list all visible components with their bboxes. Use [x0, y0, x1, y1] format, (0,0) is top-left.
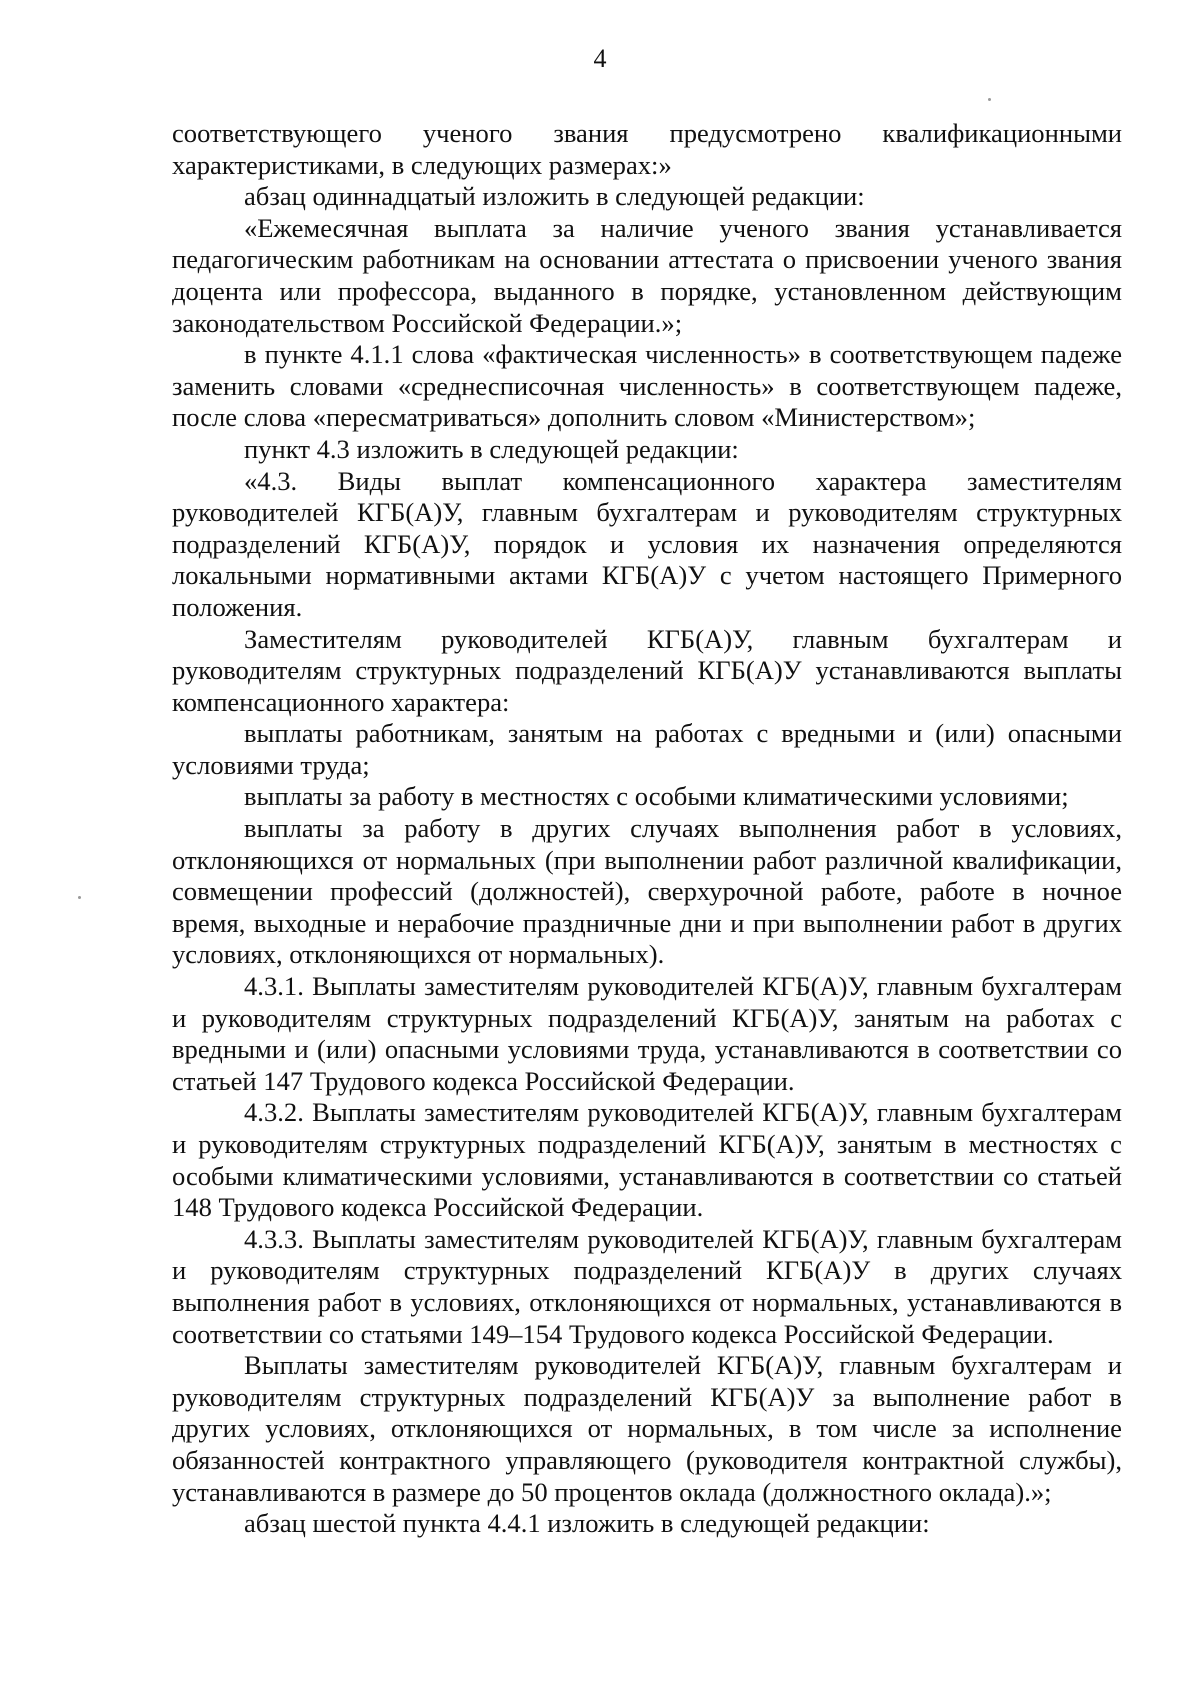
- paragraph: 4.3.3. Выплаты заместителям руководителей КГБ(А)У, главным бухгалтерам и руководителям структурных подразделений КГБ(А)У в других случаях выполнения работ в условиях, отклоняющихся от нормальных, устанавливаются в соответствии со статьями 149–154 Трудового кодекса Российской Федерации.: [172, 1223, 1122, 1349]
- paragraph: выплаты за работу в местностях с особыми климатическими условиями;: [244, 781, 1069, 812]
- scan-speck: [78, 896, 81, 899]
- paragraph: «Ежемесячная выплата за наличие ученого звания устанавливается педагогическим работникам на основании аттестата о присвоении ученого звания доцента или профессора, выданного в порядке, установленном действующим законодательством Российской Федерации.»;: [172, 212, 1122, 338]
- paragraph: 4.3.2. Выплаты заместителям руководителей КГБ(А)У, главным бухгалтерам и руководителям структурных подразделений КГБ(А)У, занятым в местностях с особыми климатическими условиями, устанавливаются в соответствии со статьей 148 Трудового кодекса Российской Федерации.: [172, 1097, 1122, 1223]
- paragraph: пункт 4.3 изложить в следующей редакции:: [244, 433, 739, 464]
- paragraph: абзац шестой пункта 4.4.1 изложить в следующей редакции:: [244, 1508, 930, 1539]
- paragraph: соответствующего ученого звания предусмотрено квалификационными характеристиками, в следующих размерах:»: [172, 118, 1122, 180]
- page-number: 4: [593, 44, 607, 73]
- document-body: [172, 118, 1122, 1540]
- scan-speck: [988, 98, 991, 101]
- paragraph: выплаты за работу в других случаях выполнения работ в условиях, отклоняющихся от нормальных (при выполнении работ различной квалификации, совмещении профессий (должностей), сверхурочной работе, работе в ночное время, выходные и нерабочие праздничные дни и при выполнении работ в других условиях, отклоняющихся от нормальных).: [172, 813, 1122, 970]
- paragraph: в пункте 4.1.1 слова «фактическая численность» в соответствующем падеже заменить словами «среднесписочная численность» в соответствующем падеже, после слова «пересматриваться» дополнить словом «Министерством»;: [172, 339, 1122, 433]
- paragraph: «4.3. Виды выплат компенсационного характера заместителям руководителей КГБ(А)У, главным бухгалтерам и руководителям структурных подразделений КГБ(А)У, порядок и условия их назначения определяются локальными нормативными актами КГБ(А)У с учетом настоящего Примерного положения.: [172, 465, 1122, 622]
- paragraph: абзац одиннадцатый изложить в следующей редакции:: [244, 181, 865, 212]
- paragraph: 4.3.1. Выплаты заместителям руководителей КГБ(А)У, главным бухгалтерам и руководителям структурных подразделений КГБ(А)У, занятым на работах с вредными и (или) опасными условиями труда, устанавливаются в соответствии со статьей 147 Трудового кодекса Российской Федерации.: [172, 971, 1122, 1096]
- paragraph: Заместителям руководителей КГБ(А)У, главным бухгалтерам и руководителям структурных подразделений КГБ(А)У устанавливаются выплаты компенсационного характера:: [172, 623, 1122, 717]
- paragraph: Выплаты заместителям руководителей КГБ(А)У, главным бухгалтерам и руководителям структурных подразделений КГБ(А)У за выполнение работ в других условиях, отклоняющихся от нормальных, в том числе за исполнение обязанностей контрактного управляющего (руководителя контрактной службы), устанавливаются в размере до 50 процентов оклада (должностного оклада).»;: [172, 1350, 1122, 1507]
- paragraph: выплаты работникам, занятым на работах с вредными и (или) опасными условиями труда;: [172, 718, 1122, 780]
